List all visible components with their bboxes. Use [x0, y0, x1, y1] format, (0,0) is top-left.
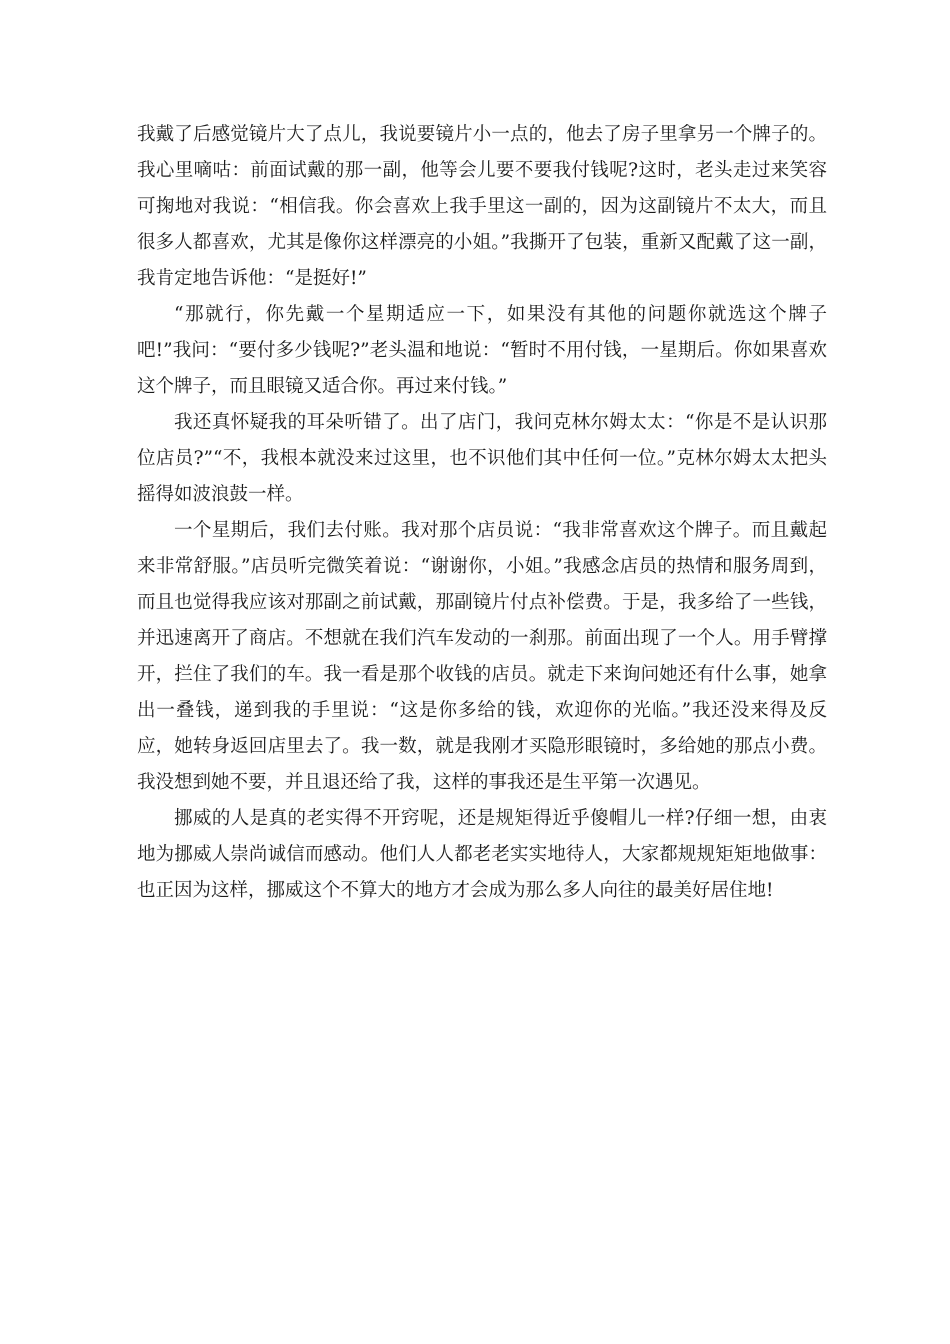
paragraph-1: 我戴了后感觉镜片大了点儿，我说要镜片小一点的，他去了房子里拿另一个牌子的。我心里嘀咕：前面试戴的那一副，他等会儿要不要我付钱呢?这时，老头走过来笑容可掬地对我说：“相信我。你会喜欢上我手里这一副的，因为这副镜片不太大，而且很多人都喜欢，尤其是像你这样漂亮的小姐。”我撕开了包装，重新又配戴了这一副，我肯定地告诉他：“是挺好!” [137, 124, 827, 289]
paragraph-3: 我还真怀疑我的耳朵听错了。出了店门，我问克林尔姆太太：“你是不是认识那位店员?”“不，我根本就没来过这里，也不识他们其中任何一位。”克林尔姆太太把头摇得如波浪鼓一样。 [137, 412, 827, 505]
document-body [137, 117, 827, 909]
paragraph-4: 一个星期后，我们去付账。我对那个店员说：“我非常喜欢这个牌子。而且戴起来非常舒服。”店员听完微笑着说：“谢谢你，小姐。”我感念店员的热情和服务周到，而且也觉得我应该对那副之前试戴，那副镜片付点补偿费。于是，我多给了一些钱，并迅速离开了商店。不想就在我们汽车发动的一刹那。前面出现了一个人。用手臂撑开，拦住了我们的车。我一看是那个收钱的店员。就走下来询问她还有什么事，她拿出一叠钱，递到我的手里说：“这是你多给的钱，欢迎你的光临。”我还没来得及反应，她转身返回店里去了。我一数，就是我刚才买隐形眼镜时，多给她的那点小费。我没想到她不要，并且退还给了我，这样的事我还是生平第一次遇见。 [137, 520, 827, 793]
paragraph-5: 挪威的人是真的老实得不开窍呢，还是规矩得近乎傻帽儿一样?仔细一想，由衷地为挪威人崇尚诚信而感动。他们人人都老老实实地待人，大家都规规矩矩地做事：也正因为这样，挪威这个不算大的地方才会成为那么多人向往的最美好居住地! [137, 808, 827, 901]
paragraph-2: “那就行，你先戴一个星期适应一下，如果没有其他的问题你就选这个牌子吧!”我问：“要付多少钱呢?”老头温和地说：“暂时不用付钱，一星期后。你如果喜欢这个牌子，而且眼镜又适合你。再过来付钱。” [137, 304, 827, 397]
